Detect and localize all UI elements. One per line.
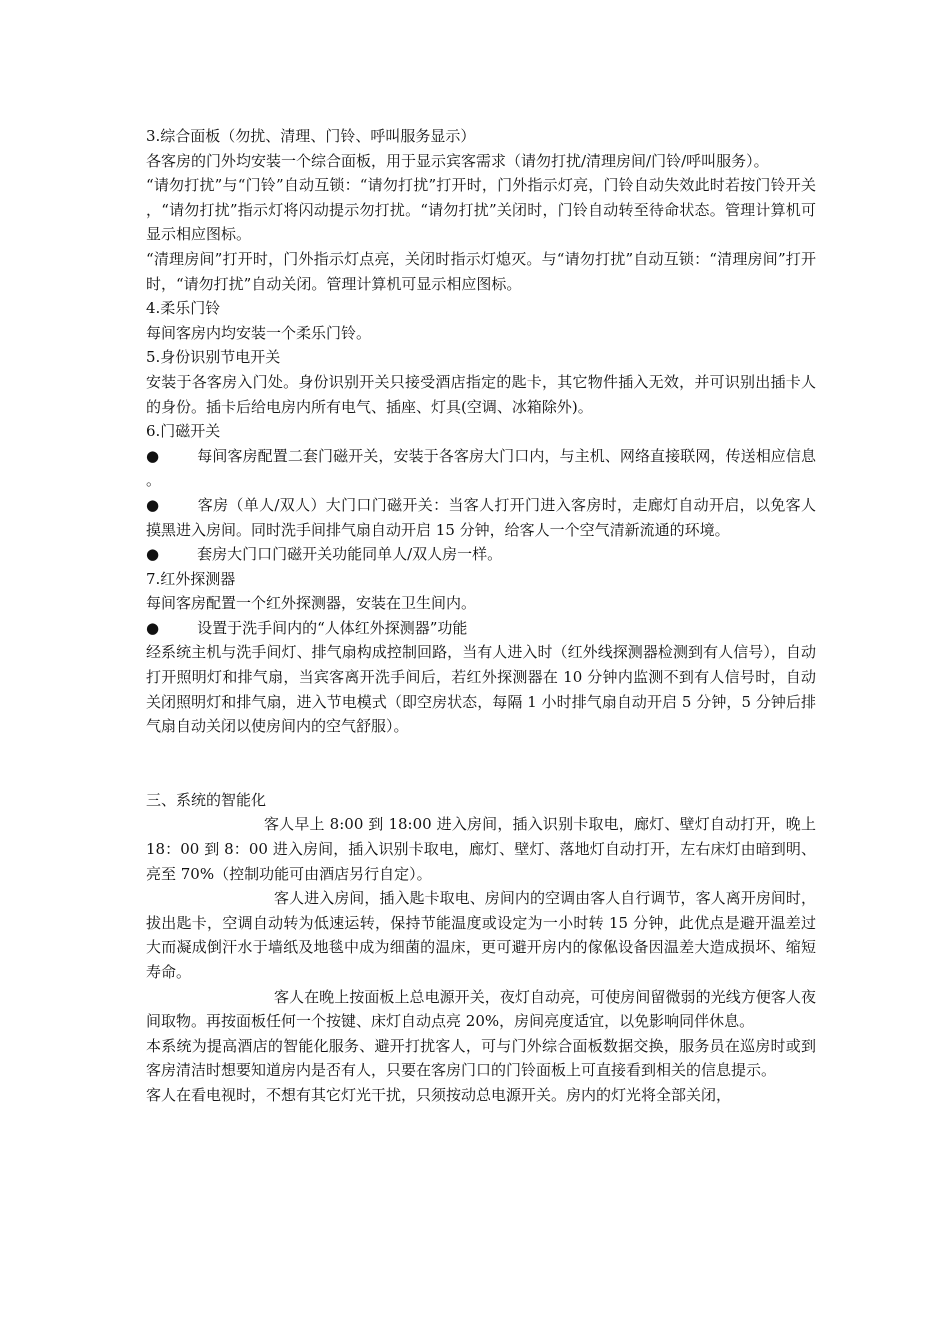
paragraph-panel-exchange: 本系统为提高酒店的智能化服务、避开打扰客人，可与门外综合面板数据交换，服务员在巡房时或到客房清洁时想要知道房内是否有人，只要在客房门口的门铃面板上可直接看到相关的信息提示。 — [146, 1036, 816, 1080]
paragraph-doorbell: 每间客房内均安装一个柔乐门铃。 — [146, 323, 372, 342]
document-page — [146, 124, 816, 1108]
section-heading-panel: 3.综合面板（勿扰、清理、门铃、呼叫服务显示） — [146, 127, 476, 145]
bullet-icon: ● — [146, 446, 160, 465]
bullet-text: 套房大门口门磁开关功能同单人/双人房一样。 — [197, 545, 503, 564]
section-heading-doorbell: 4.柔乐门铃 — [146, 299, 221, 318]
bullet-item-door-sensor-room — [146, 493, 816, 542]
paragraph-ir-detector: 每间客房配置一个红外探测器，安装在卫生间内。 — [146, 594, 477, 613]
bullet-icon: ● — [146, 618, 160, 637]
section-heading-intelligence: 三、系统的智能化 — [146, 790, 267, 809]
paragraph-id-switch: 安装于各客房入门处。身份识别开关只接受酒店指定的匙卡，其它物件插入无效，并可识别出插卡人的身份。插卡后给电房内所有电气、插座、灯具(空调、冰箱除外)。 — [146, 372, 816, 416]
section-heading-door-sensor: 6.门磁开关 — [146, 422, 221, 441]
paragraph-ir-control-loop: 经系统主机与洗手间灯、排气扇构成控制回路，当有人进入时（红外线探测器检测到有人信号），自动打开照明灯和排气扇，当宾客离开洗手间后，若红外探测器在 10 分钟内监测不到有人信号时，自动关闭照明灯和排气扇，进入节电模式（即空房状态，每隔 1 小时排气扇自动开启 5 分钟，5 分钟后排气扇自动关闭以使房间内的空气舒服）。 — [146, 643, 816, 736]
paragraph-aircon: 客人进入房间，插入匙卡取电、房间内的空调由客人自行调节，客人离开房间时，拔出匙卡，空调自动转为低速运转，保持节能温度或设定为一小时转 15 分钟，此优点是避开温差过大而凝成倒汗水于墙纸及地毯中成为细菌的温床，更可避开房内的傢俬设备因温差大造成损坏、缩短寿命。 — [146, 889, 816, 981]
paragraph-clean-room: “清理房间”打开时，门外指示灯点亮，关闭时指示灯熄灭。与“请勿打扰”自动互锁：“清理房间”打开时，“请勿打扰”自动关闭。管理计算机可显示相应图标。 — [146, 249, 816, 293]
bullet-icon: ● — [146, 495, 160, 514]
bullet-item-door-sensor-suite — [146, 542, 816, 567]
section-heading-id-switch: 5.身份识别节电开关 — [146, 348, 281, 367]
bullet-icon: ● — [146, 545, 160, 564]
section-spacer — [146, 739, 816, 788]
bullet-item-door-sensor-config — [146, 444, 816, 493]
paragraph-dnd-interlock: “请勿打扰”与“门铃”自动互锁：“请勿打扰”打开时，门外指示灯亮，门铃自动失效此时若按门铃开关，“请勿打扰”指示灯将闪动提示勿打扰。“请勿打扰”关闭时，门铃自动转至待命状态。管理计算机可显示相应图标。 — [146, 176, 816, 244]
bullet-text: 客房（单人/双人）大门口门磁开关：当客人打开门进入客房时，走廊灯自动开启，以免客人摸黑进入房间。同时洗手间排气扇自动开启 15 分钟，给客人一个空气清新流通的环境。 — [146, 495, 816, 539]
paragraph-card-power: 客人早上 8:00 到 18:00 进入房间，插入识别卡取电，廊灯、壁灯自动打开，晚上 18：00 到 8：00 进入房间，插入识别卡取电，廊灯、壁灯、落地灯自动打开，左右床灯由暗到明、亮至 70%（控制功能可由酒店另行自定）。 — [146, 815, 816, 883]
paragraph-panel-intro: 各客房的门外均安装一个综合面板，用于显示宾客需求（请勿打扰/清理房间/门铃/呼叫服务）。 — [146, 151, 769, 170]
paragraph-night-light: 客人在晚上按面板上总电源开关，夜灯自动亮，可使房间留微弱的光线方便客人夜间取物。再按面板任何一个按键、床灯自动点亮 20%，房间亮度适宜，以免影响同伴休息。 — [146, 987, 816, 1031]
bullet-text: 设置于洗手间内的“人体红外探测器”功能 — [197, 618, 468, 637]
section-heading-ir-detector: 7.红外探测器 — [146, 569, 236, 588]
paragraph-tv-mode: 客人在看电视时，不想有其它灯光干扰，只须按动总电源开关。房内的灯光将全部关闭， — [146, 1085, 732, 1104]
bullet-item-ir-function — [146, 616, 816, 641]
bullet-text: 每间客房配置二套门磁开关，安装于各客房大门口内，与主机、网络直接联网，传送相应信息。 — [146, 446, 816, 490]
